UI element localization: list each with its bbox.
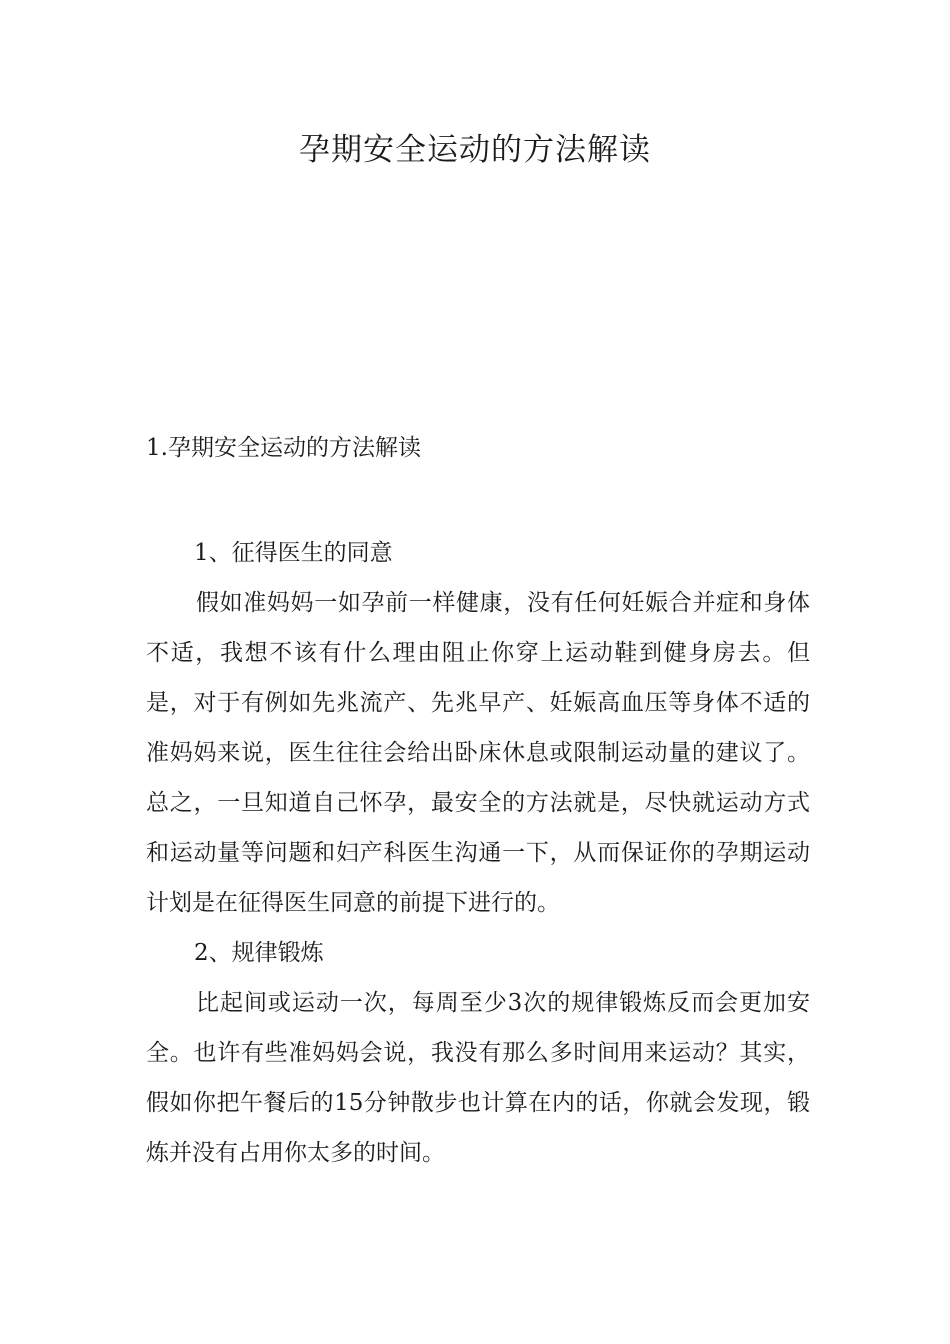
section-heading: 1.孕期安全运动的方法解读 [146,435,421,461]
subheading-1: 1、征得医生的同意 [194,540,393,566]
paragraph-1: 假如准妈妈一如孕前一样健康，没有任何妊娠合并症和身体不适，我想不该有什么理由阻止你穿上运动鞋到健身房去。但是，对于有例如先兆流产、先兆早产、妊娠高血压等身体不适的准妈妈来说，医生往往会给出卧床休息或限制运动量的建议了。总之，一旦知道自己怀孕，最安全的方法就是，尽快就运动方式和运动量等问题和妇产科医生沟通一下，从而保证你的孕期运动计划是在征得医生同意的前提下进行的。 [146,590,810,916]
subheading-2: 2、规律锻炼 [194,940,324,966]
document-body [146,528,816,1178]
paragraph-2: 比起间或运动一次，每周至少3次的规律锻炼反而会更加安全。也许有些准妈妈会说，我没有那么多时间用来运动？其实，假如你把午餐后的15分钟散步也计算在内的话，你就会发现，锻炼并没有占用你太多的时间。 [146,990,810,1166]
document-title: 孕期安全运动的方法解读 [299,132,651,168]
